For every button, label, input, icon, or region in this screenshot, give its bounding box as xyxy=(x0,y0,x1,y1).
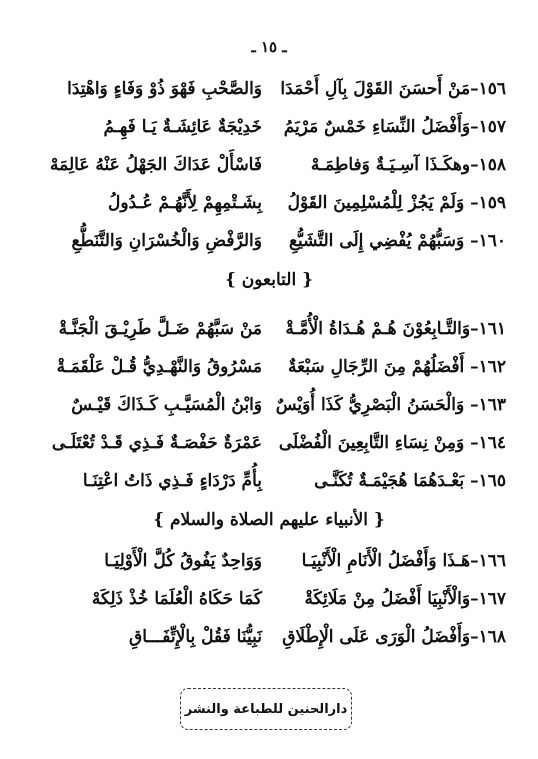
verse-167 xyxy=(0,580,538,618)
verse-157 xyxy=(0,108,538,146)
verse-first-hemistich: ١٦٧–وَالْأَنْبِيَا أَفْضَلُ مِنْ مَلَائِكَةْ xyxy=(304,589,506,609)
verse-second-hemistich: نَبِيُّنَا فَقُلْ بِالْإِتِّفَـــاقِ xyxy=(129,627,262,647)
verse-156 xyxy=(0,70,538,108)
verse-second-hemistich: عَمْرَةٌ حَفْصَـةٌ فَـذِي قَـدْ تُعْتَلَـى xyxy=(51,433,262,453)
verse-first-hemistich: ١٦٣– وَالْحَسَنُ الْبَصْرِيُّ كَذَا أُوَيْسٌ xyxy=(275,395,506,415)
verse-second-hemistich: فَاسْأَلْ عَدَاكَ الجَهْلُ عَنْهُ عَالِمَهْ xyxy=(50,155,262,175)
verse-first-hemistich: ١٦٢– أَفْضَلُهُمْ مِنَ الرِّجَالِ سَبْعَةٌ xyxy=(287,357,506,377)
verse-group-3 xyxy=(0,542,538,656)
verse-162 xyxy=(0,348,538,386)
verse-first-hemistich: ١٥٨–وهكَـذَا آسِـيَـةٌ وَفاطِمَـهْ xyxy=(310,155,506,175)
verse-first-hemistich: ١٦٥– بَعْـدَهُمَا هُجَيْمَـةٌ تُكَنَّـى xyxy=(314,471,506,491)
publisher-name: دارالحنين للطباعة والنشر xyxy=(184,701,348,717)
verse-168 xyxy=(0,618,538,656)
verse-second-hemistich: بِشَـتْمِهِمْ لِأَنَّهُـمْ عُـدُولُ xyxy=(108,193,262,213)
verse-second-hemistich: خَدِيْجَةٌ عَائِشَـةٌ يَـا فَهِـمُ xyxy=(103,117,262,137)
verse-second-hemistich: وَالصَّحْبِ فَهْوَ ذُوْ وَفَاءٍ وَاهْتِدَا xyxy=(67,79,262,99)
verse-second-hemistich: مَسْرُوقُ وَالنَّهْـدِيُّ قُـلْ عَلْقَمَـةْ xyxy=(56,357,262,377)
publisher-box xyxy=(180,688,352,730)
verse-second-hemistich: بِأُمِّ دَرْدَاءٍ فَـذِي ذَاتُ اعْتِنَـا xyxy=(82,471,262,491)
verse-second-hemistich: وَالرَّفْضِ وَالْخُسْرَانِ وَالتَّنَطُّعِ xyxy=(71,231,262,251)
verse-group-1 xyxy=(0,70,538,260)
section-heading-tabiun: { التابعون } xyxy=(224,270,314,290)
verse-first-hemistich: ١٦٨–وَأَفْضَلُ الْوَرَى عَلَى الْإِطْلَاقِ xyxy=(282,627,506,647)
verse-161 xyxy=(0,310,538,348)
verse-166 xyxy=(0,542,538,580)
verse-165 xyxy=(0,462,538,500)
verse-group-2 xyxy=(0,310,538,500)
verse-158 xyxy=(0,146,538,184)
verse-second-hemistich: وَابْنُ الْمُسَيَّـبِ كَـذَاكَ قَيْـسٌ xyxy=(71,395,262,415)
verse-second-hemistich: مَنْ سَبَّهُمْ ضَـلَّ طَرِيْـقَ الْجَنَّـةْ xyxy=(58,319,262,339)
verse-first-hemistich: ١٦٦–هَـذَا وَأَفْضَلُ الْأَنَامِ الْأَنْبِيَـا xyxy=(301,551,506,571)
verse-163 xyxy=(0,386,538,424)
page-number: ـ ١٥ ـ xyxy=(251,38,287,56)
verse-first-hemistich: ١٦١–وَالتَّـابِعُوْنَ هُـمْ هُـدَاةُ الْأُمَّـةْ xyxy=(285,319,506,339)
verse-first-hemistich: ١٦٠– وَسَبُّهُمْ يُفْضِي إِلَى التَّشَيُّعِ xyxy=(288,231,506,251)
verse-second-hemistich: وَوَاحِدٌ يَفُوقُ كُلَّ الْأَوْلِيَـا xyxy=(104,551,262,571)
verse-first-hemistich: ١٥٦–مَنْ أَحسَنَ القَوْلَ بِآلِ أَحْمَدَا xyxy=(280,79,506,99)
verse-first-hemistich: ١٦٤– وَمِنْ نِسَاءِ التَّابِعِينَ الْفُضْلَى xyxy=(278,433,506,453)
verse-164 xyxy=(0,424,538,462)
verse-160 xyxy=(0,222,538,260)
verse-first-hemistich: ١٥٩– وَلَمْ يَجُزْ لِلْمُسْلِمِينَ القَوْلُ xyxy=(287,193,506,213)
verse-second-hemistich: كَمَا حَكَاهُ الْعُلَمَا خُذْ ذَلِكَهْ xyxy=(91,589,262,609)
verse-159 xyxy=(0,184,538,222)
section-heading-prophets: { الأنبياء عليهم الصلاة والسلام } xyxy=(153,510,385,530)
verse-first-hemistich: ١٥٧–وَأَفْضَلُ النِّسَاءِ خَمْسٌ مَرْيَمُ xyxy=(283,117,506,137)
